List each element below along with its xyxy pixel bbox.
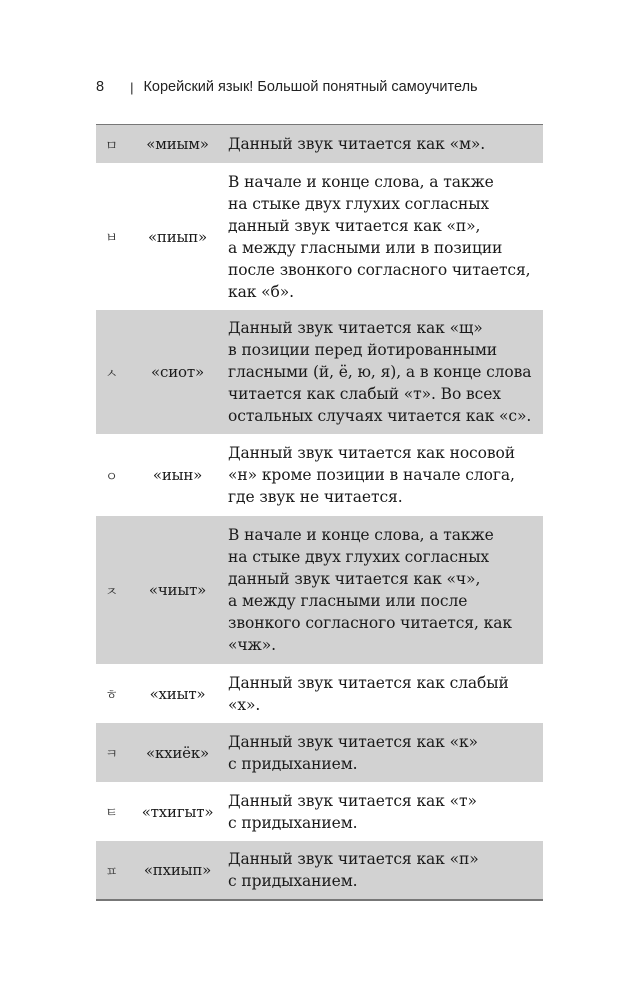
description-line: на стыке двух глухих согласных xyxy=(228,194,490,213)
hangul-letter: ㅇ xyxy=(105,469,118,485)
table-row xyxy=(96,782,543,841)
description-line: остальных случаях читается как «с». xyxy=(228,407,532,425)
letter-name: «пиып» xyxy=(147,227,208,246)
letter-name: «миым» xyxy=(146,135,209,153)
description-line: «н» кроме позиции в начале слога, xyxy=(228,466,515,484)
table-row xyxy=(96,434,543,516)
hangul-letter: ㅍ xyxy=(105,864,118,880)
description-line: Данный звук читается как носовой xyxy=(228,444,515,462)
pronunciation-description xyxy=(228,782,543,841)
consonant-table xyxy=(96,125,543,899)
hangul-letter: ㅅ xyxy=(105,366,118,382)
description-line: после звонкого согласного читается, xyxy=(228,260,531,279)
description-line: а между гласными или в позиции xyxy=(228,238,503,257)
hangul-letter: ㅈ xyxy=(105,584,118,600)
description-line: как «б». xyxy=(228,282,294,301)
table-row xyxy=(96,163,543,310)
letter-name: «кхиёк» xyxy=(145,743,210,762)
description-line: данный звук читается как «п», xyxy=(228,216,481,235)
pronunciation-description xyxy=(228,516,543,664)
table-bottom-rule xyxy=(96,899,543,901)
hangul-letter: ㅌ xyxy=(105,806,118,821)
pronunciation-description xyxy=(228,841,543,899)
description-line: а между гласными или после xyxy=(228,592,468,610)
letter-name: «чиыт» xyxy=(148,581,207,599)
hangul-letter: ㅎ xyxy=(105,688,118,703)
page-number: 8 xyxy=(96,79,105,95)
letter-name: «хиыт» xyxy=(149,684,206,703)
pronunciation-description xyxy=(228,664,543,723)
pronunciation-description xyxy=(228,723,543,782)
table-row xyxy=(96,310,543,434)
description-line: с придыханием. xyxy=(228,813,358,832)
pronunciation-description xyxy=(228,125,543,163)
description-line: Данный звук читается как слабый xyxy=(228,673,509,692)
letter-name: «тхигыт» xyxy=(141,802,214,821)
hangul-letter: ㅂ xyxy=(105,231,118,246)
table-row xyxy=(96,841,543,899)
description-line: Данный звук читается как «щ» xyxy=(228,319,483,337)
description-line: «х». xyxy=(228,695,261,714)
table-row xyxy=(96,125,543,163)
pronunciation-description xyxy=(228,434,543,516)
description-line: В начале и конце слова, а также xyxy=(228,526,494,544)
description-line: читается как слабый «т». Во всех xyxy=(228,385,501,403)
description-line: гласными (й, ё, ю, я), а в конце слова xyxy=(228,363,532,381)
description-line: Данный звук читается как «м». xyxy=(228,135,486,153)
description-line: где звук не читается. xyxy=(228,488,403,506)
description-line: Данный звук читается как «п» xyxy=(228,850,479,868)
table-row xyxy=(96,723,543,782)
table-row xyxy=(96,664,543,723)
description-line: с придыханием. xyxy=(228,872,358,890)
description-line: В начале и конце слова, а также xyxy=(228,172,494,191)
letter-name: «пхиып» xyxy=(143,861,212,879)
description-line: с придыханием. xyxy=(228,754,358,773)
running-header xyxy=(96,76,478,98)
description-line: Данный звук читается как «т» xyxy=(228,791,477,810)
description-line: в позиции перед йотированными xyxy=(228,341,498,359)
pronunciation-description xyxy=(228,310,543,434)
description-line: Данный звук читается как «к» xyxy=(228,732,478,751)
book-title: Корейский язык! Большой понятный самоучитель xyxy=(143,79,478,95)
hangul-letter: ㅋ xyxy=(105,747,118,762)
table-row xyxy=(96,516,543,664)
description-line: «чж». xyxy=(228,636,276,654)
hangul-letter: ㅁ xyxy=(105,138,118,154)
header-separator: | xyxy=(130,79,134,95)
description-line: данный звук читается как «ч», xyxy=(228,570,481,588)
description-line: на стыке двух глухих согласных xyxy=(228,548,490,566)
pronunciation-description xyxy=(228,163,543,310)
description-line: звонкого согласного читается, как xyxy=(228,614,512,632)
letter-name: «иын» xyxy=(152,466,203,484)
letter-name: «сиот» xyxy=(151,363,204,381)
